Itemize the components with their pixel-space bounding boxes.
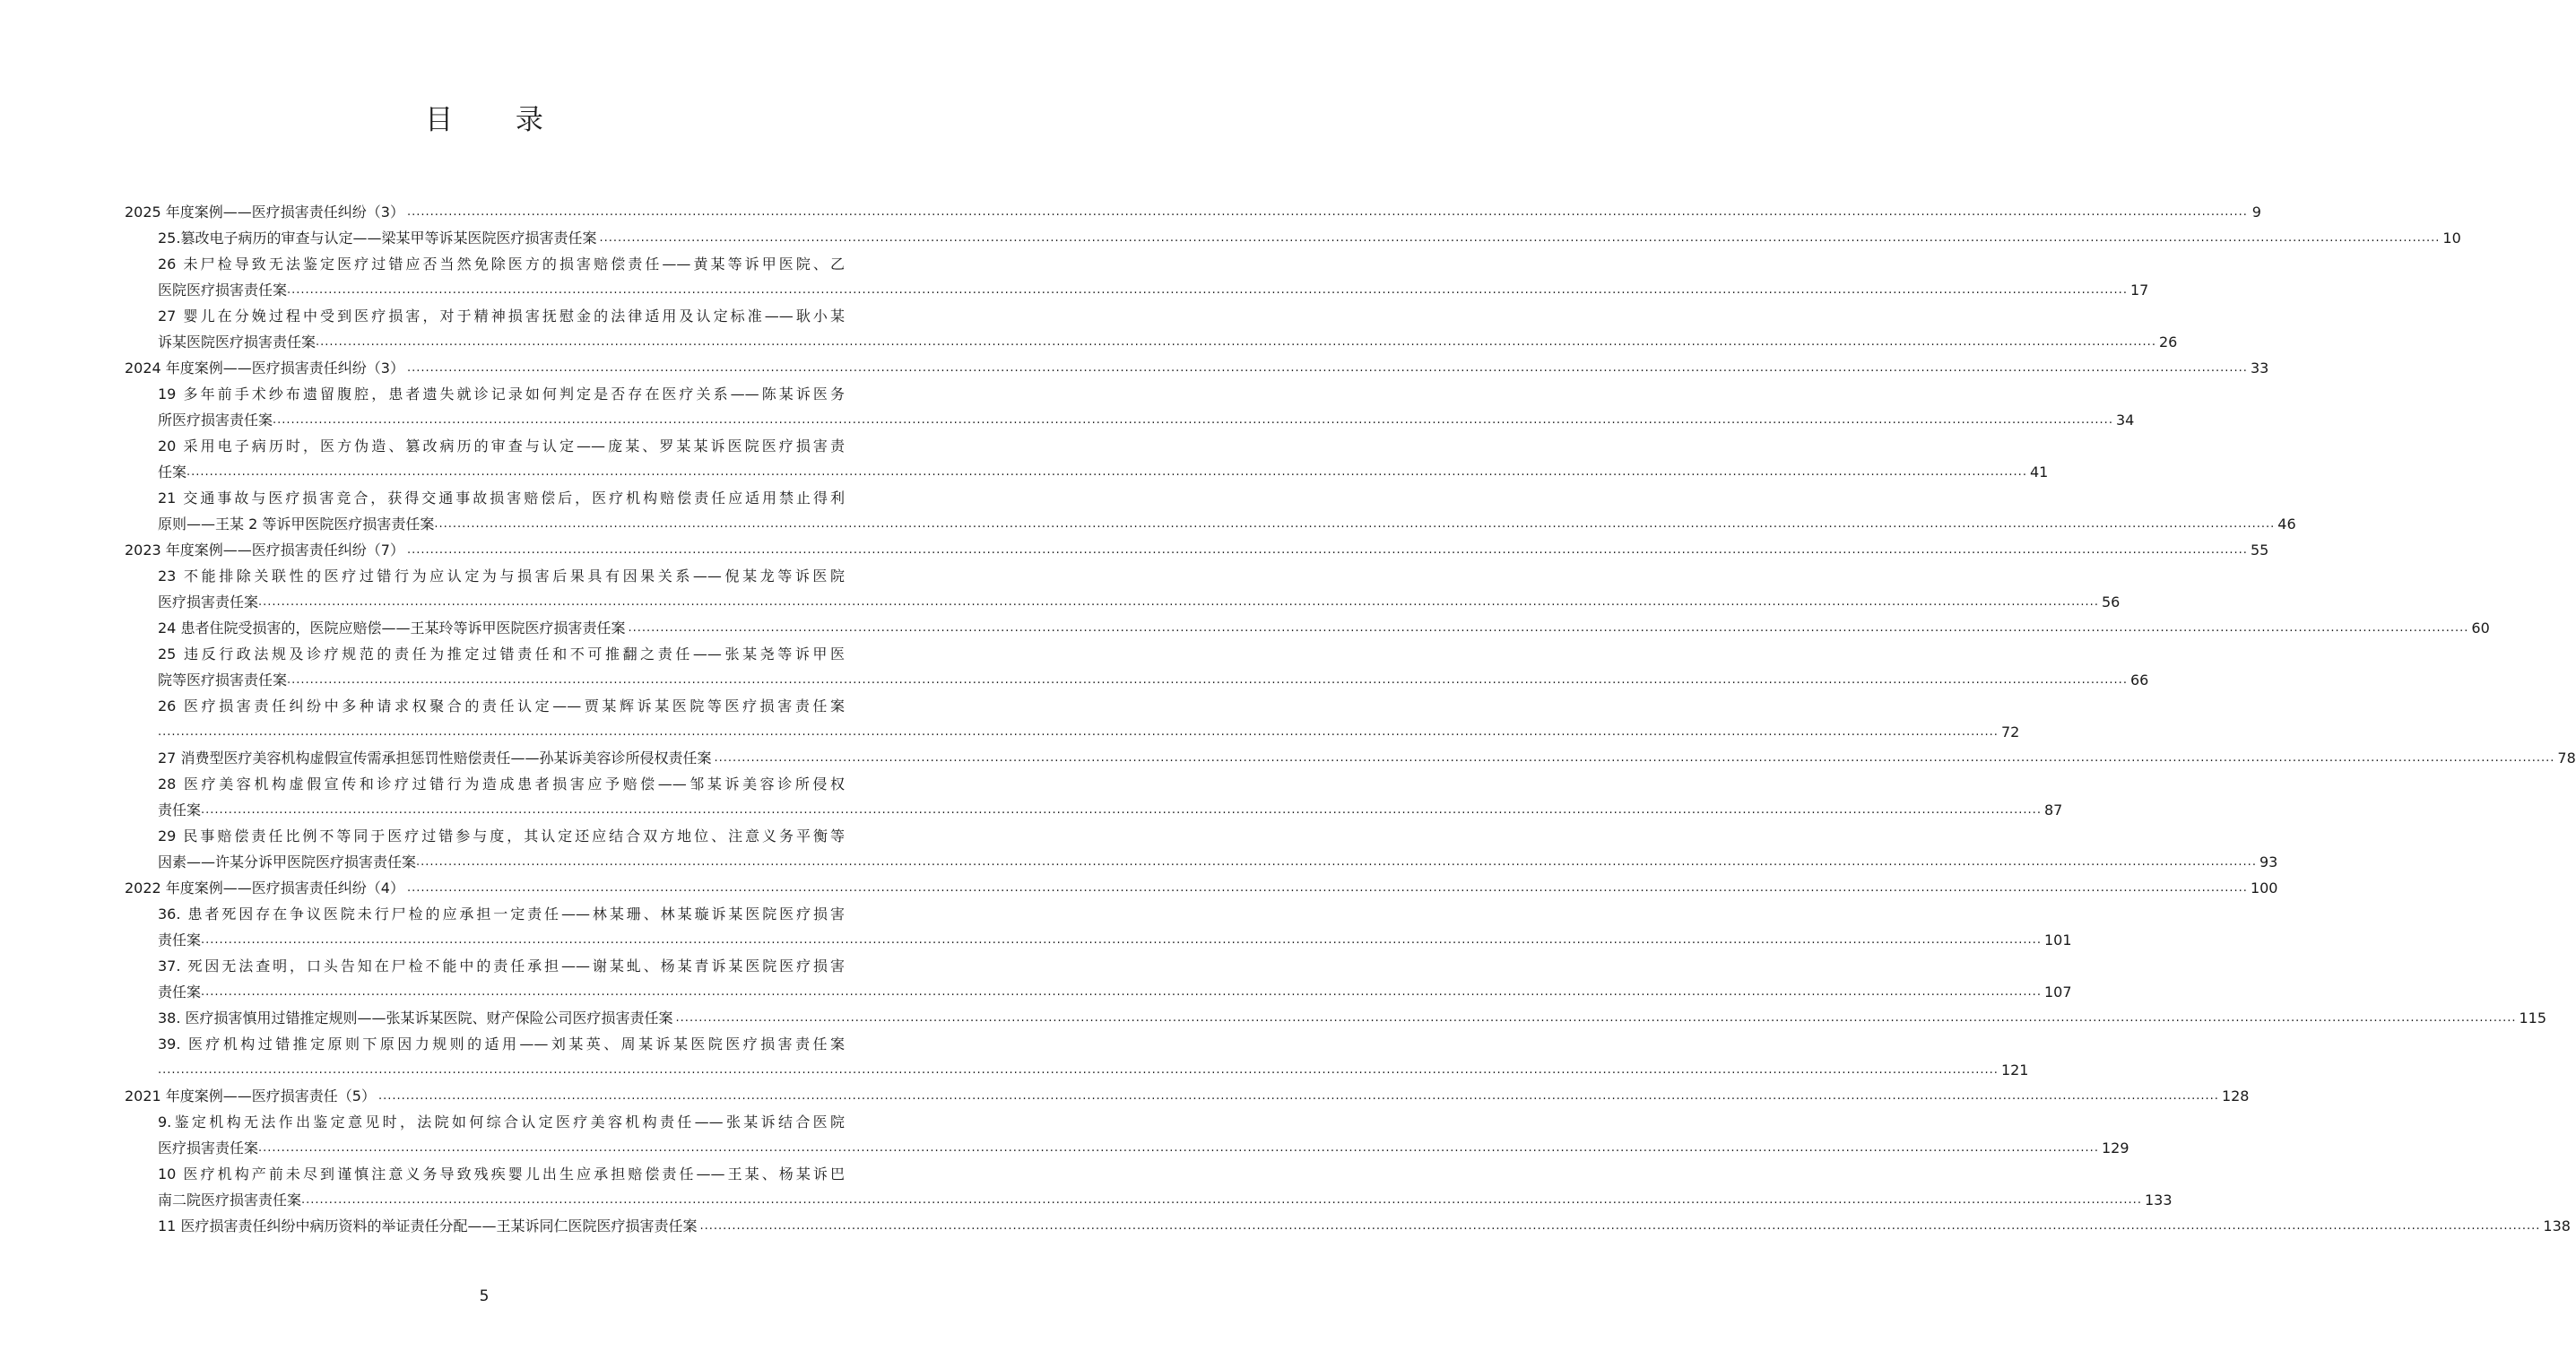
toc-page-number: 128 [2221,1087,2250,1105]
dot-leader: ................................................................................................................................................................................................................................................................................................................................................................................................................ [186,465,2027,479]
toc-entry-text: 医疗损害责任案 [158,1139,259,1157]
dot-leader: ................................................................................................................................................................................................................................................................................................................................................................................................................ [158,725,1999,739]
toc-entry-text: 责任案 [158,931,202,949]
toc-page-number: 34 [2115,412,2135,429]
toc-entry-continuation[interactable] [125,1057,2029,1083]
toc-page-number: 46 [2277,516,2296,533]
toc-section-2024[interactable] [125,355,2269,381]
toc-entry-text: 9.鉴定机构无法作出鉴定意见时，法院如何综合认定医疗美容机构责任——张某诉结合医院 [158,1113,845,1131]
toc-entry[interactable] [125,485,845,511]
toc-entry[interactable] [125,771,845,797]
toc-section-label: 2022 年度案例——医疗损害责任纠纷（4） [125,879,404,897]
toc-page-number: 55 [2250,542,2269,559]
toc-entry-text: 27 消费型医疗美容机构虚假宣传需承担惩罚性赔偿责任——孙某诉美容诊所侵权责任案 [158,749,712,767]
toc-entry-text: 26 医疗损害责任纠纷中多种请求权聚合的责任认定——贾某辉诉某医院等医疗损害责任案 [158,697,845,715]
toc-page-number: 66 [2129,672,2149,689]
toc-entry-text: 21 交通事故与医疗损害竞合，获得交通事故损害赔偿后，医疗机构赔偿责任应适用禁止得利 [158,490,845,507]
toc-entry[interactable] [125,745,2576,771]
toc-entry-text: 27 婴儿在分娩过程中受到医疗损害，对于精神损害抚慰金的法律适用及认定标准——耿小某 [158,308,845,325]
toc-page-number: 60 [2471,620,2490,637]
toc-entry-text: 29 民事赔偿责任比例不等同于医疗过错参与度，其认定还应结合双方地位、注意义务平衡等 [158,827,845,845]
dot-leader: ................................................................................................................................................................................................................................................................................................................................................................................................................ [301,1193,2142,1207]
toc-page-number: 129 [2101,1139,2129,1157]
page-title: 目 录 [425,104,570,136]
toc-entry-text: 责任案 [158,983,202,1001]
toc-page-number: 133 [2144,1191,2173,1209]
dot-leader: ................................................................................................................................................................................................................................................................................................................................................................................................................ [287,283,2128,297]
toc-entry-text: 25.篡改电子病历的审查与认定——梁某甲等诉某医院医疗损害责任案 [158,230,597,247]
dot-leader: ................................................................................................................................................................................................................................................................................................................................................................................................................ [628,621,2469,635]
toc-entry-text: 任案 [158,464,187,481]
toc-entry-continuation[interactable] [125,589,2121,615]
dot-leader: ................................................................................................................................................................................................................................................................................................................................................................................................................ [675,1011,2517,1025]
toc-page-number: 17 [2129,282,2149,299]
toc-entry-text: 11 医疗损害责任纠纷中病历资料的举证责任分配——王某诉同仁医院医疗损害责任案 [158,1217,698,1235]
toc-section-2025[interactable] [125,199,2261,225]
toc-page-number: 78 [2557,749,2576,767]
toc-entry[interactable] [125,303,845,329]
toc-entry[interactable] [125,1109,845,1135]
toc-entry-text: 南二院医疗损害责任案 [158,1191,302,1209]
dot-leader: ................................................................................................................................................................................................................................................................................................................................................................................................................ [407,361,2248,375]
dot-leader: ................................................................................................................................................................................................................................................................................................................................................................................................................ [714,751,2555,765]
dot-leader: ................................................................................................................................................................................................................................................................................................................................................................................................................ [201,933,2042,947]
toc-section-label: 2024 年度案例——医疗损害责任纠纷（3） [125,360,404,377]
table-of-contents [125,199,2576,1239]
toc-page-number: 121 [2000,1061,2029,1079]
toc-entry[interactable] [125,823,845,849]
toc-entry-continuation[interactable] [125,667,2149,693]
dot-leader: ................................................................................................................................................................................................................................................................................................................................................................................................................ [273,413,2113,427]
dot-leader: ................................................................................................................................................................................................................................................................................................................................................................................................................ [407,543,2248,557]
toc-entry-continuation[interactable] [125,797,2063,823]
dot-leader: ................................................................................................................................................................................................................................................................................................................................................................................................................ [378,1089,2219,1103]
toc-entry-continuation[interactable] [125,329,2178,355]
toc-page-number: 101 [2043,931,2072,949]
toc-entry-text: 原则——王某 2 等诉甲医院医疗损害责任案 [158,516,435,533]
toc-entry[interactable] [125,225,2461,251]
toc-page-number: 138 [2543,1217,2571,1235]
toc-section-2023[interactable] [125,537,2269,563]
toc-entry-text: 26 未尸检导致无法鉴定医疗过错应否当然免除医方的损害赔偿责任——黄某等诉甲医院、乙 [158,256,845,273]
toc-entry-text: 19 多年前手术纱布遗留腹腔，患者遗失就诊记录如何判定是否存在医疗关系——陈某诉医务 [158,386,845,403]
toc-page-number: 9 [2251,204,2261,221]
toc-page-number: 10 [2442,230,2461,247]
toc-page-number: 26 [2158,334,2178,351]
dot-leader: ................................................................................................................................................................................................................................................................................................................................................................................................................ [201,985,2042,999]
dot-leader: ................................................................................................................................................................................................................................................................................................................................................................................................................ [201,803,2042,817]
toc-entry-continuation[interactable] [125,719,2020,745]
toc-page-number: 115 [2519,1009,2547,1027]
dot-leader: ................................................................................................................................................................................................................................................................................................................................................................................................................ [599,231,2441,245]
dot-leader: ................................................................................................................................................................................................................................................................................................................................................................................................................ [258,1141,2099,1155]
toc-entry-continuation[interactable] [125,1135,2129,1161]
toc-entry-text: 院等医疗损害责任案 [158,672,288,689]
dot-leader: ................................................................................................................................................................................................................................................................................................................................................................................................................ [407,881,2248,895]
toc-entry-text: 39. 医疗机构过错推定原则下原因力规则的适用——刘某英、周某诉某医院医疗损害责任案 [158,1035,845,1053]
toc-entry-text: 所医疗损害责任案 [158,412,273,429]
toc-entry-text: 10 医疗机构产前未尽到谨慎注意义务导致残疾婴儿出生应承担赔偿责任——王某、杨某诉巴 [158,1165,845,1183]
dot-leader: ................................................................................................................................................................................................................................................................................................................................................................................................................ [287,673,2128,687]
toc-page-number: 100 [2250,879,2278,897]
toc-page-number: 72 [2000,723,2020,741]
dot-leader: ................................................................................................................................................................................................................................................................................................................................................................................................................ [407,205,2248,219]
toc-entry-continuation[interactable] [125,979,2072,1005]
toc-entry[interactable] [125,901,845,927]
page-number: 5 [479,1287,490,1305]
toc-entry[interactable] [125,1161,845,1187]
toc-entry-continuation[interactable] [125,511,2296,537]
toc-section-label: 2021 年度案例——医疗损害责任（5） [125,1087,376,1105]
toc-page-number: 107 [2043,983,2072,1001]
toc-entry-text: 诉某医院医疗损害责任案 [158,334,317,351]
dot-leader: ................................................................................................................................................................................................................................................................................................................................................................................................................ [416,855,2257,869]
dot-leader: ................................................................................................................................................................................................................................................................................................................................................................................................................ [158,1063,1999,1077]
toc-page-number: 93 [2259,853,2278,871]
toc-entry-text: 28 医疗美容机构虚假宣传和诊疗过错行为造成患者损害应予赔偿——邹某诉美容诊所侵权 [158,775,845,793]
toc-entry-text: 医院医疗损害责任案 [158,282,288,299]
toc-entry-text: 38. 医疗损害慎用过错推定规则——张某诉某医院、财产保险公司医疗损害责任案 [158,1009,673,1027]
toc-entry-text: 24 患者住院受损害的，医院应赔偿——王某玲等诉甲医院医疗损害责任案 [158,620,626,637]
toc-entry[interactable] [125,251,845,277]
toc-entry[interactable] [125,381,845,407]
toc-entry-continuation[interactable] [125,927,2072,953]
toc-page-number: 33 [2250,360,2269,377]
dot-leader: ................................................................................................................................................................................................................................................................................................................................................................................................................ [699,1219,2541,1233]
toc-entry[interactable] [125,1031,845,1057]
toc-entry[interactable] [125,1213,2571,1239]
toc-entry[interactable] [125,433,845,459]
dot-leader: ................................................................................................................................................................................................................................................................................................................................................................................................................ [434,517,2276,531]
toc-entry-text: 因素——许某分诉甲医院医疗损害责任案 [158,853,417,871]
toc-entry[interactable] [125,693,845,719]
toc-section-2022[interactable] [125,875,2278,901]
toc-section-label: 2025 年度案例——医疗损害责任纠纷（3） [125,204,404,221]
toc-entry-text: 20 采用电子病历时，医方伪造、篡改病历的审查与认定——庞某、罗某某诉医院医疗损害责 [158,438,845,455]
toc-entry-text: 36. 患者死因存在争议医院未行尸检的应承担一定责任——林某珊、林某璇诉某医院医疗损害 [158,905,845,923]
toc-entry-text: 37. 死因无法查明，口头告知在尸检不能中的责任承担——谢某虬、杨某青诉某医院医疗损害 [158,957,845,975]
dot-leader: ................................................................................................................................................................................................................................................................................................................................................................................................................ [258,595,2099,609]
toc-page-number: 41 [2029,464,2049,481]
toc-entry-continuation[interactable] [125,407,2135,433]
toc-page-number: 87 [2043,801,2063,819]
toc-section-label: 2023 年度案例——医疗损害责任纠纷（7） [125,542,404,559]
toc-entry-text: 25 违反行政法规及诊疗规范的责任为推定过错责任和不可推翻之责任——张某尧等诉甲医 [158,646,845,663]
toc-page-number: 56 [2101,594,2121,611]
toc-entry[interactable] [125,563,845,589]
toc-entry-text: 责任案 [158,801,202,819]
toc-entry[interactable] [125,953,845,979]
toc-entry-text: 23 不能排除关联性的医疗过错行为应认定为与损害后果具有因果关系——倪某龙等诉医院 [158,568,845,585]
toc-entry[interactable] [125,641,845,667]
dot-leader: ................................................................................................................................................................................................................................................................................................................................................................................................................ [316,335,2156,349]
toc-entry-continuation[interactable] [125,277,2149,303]
toc-entry[interactable] [125,1005,2547,1031]
toc-entry-text: 医疗损害责任案 [158,594,259,611]
toc-entry[interactable] [125,615,2490,641]
toc-entry-continuation[interactable] [125,459,2049,485]
toc-section-2021[interactable] [125,1083,2250,1109]
toc-entry-continuation[interactable] [125,1187,2173,1213]
toc-entry-continuation[interactable] [125,849,2278,875]
